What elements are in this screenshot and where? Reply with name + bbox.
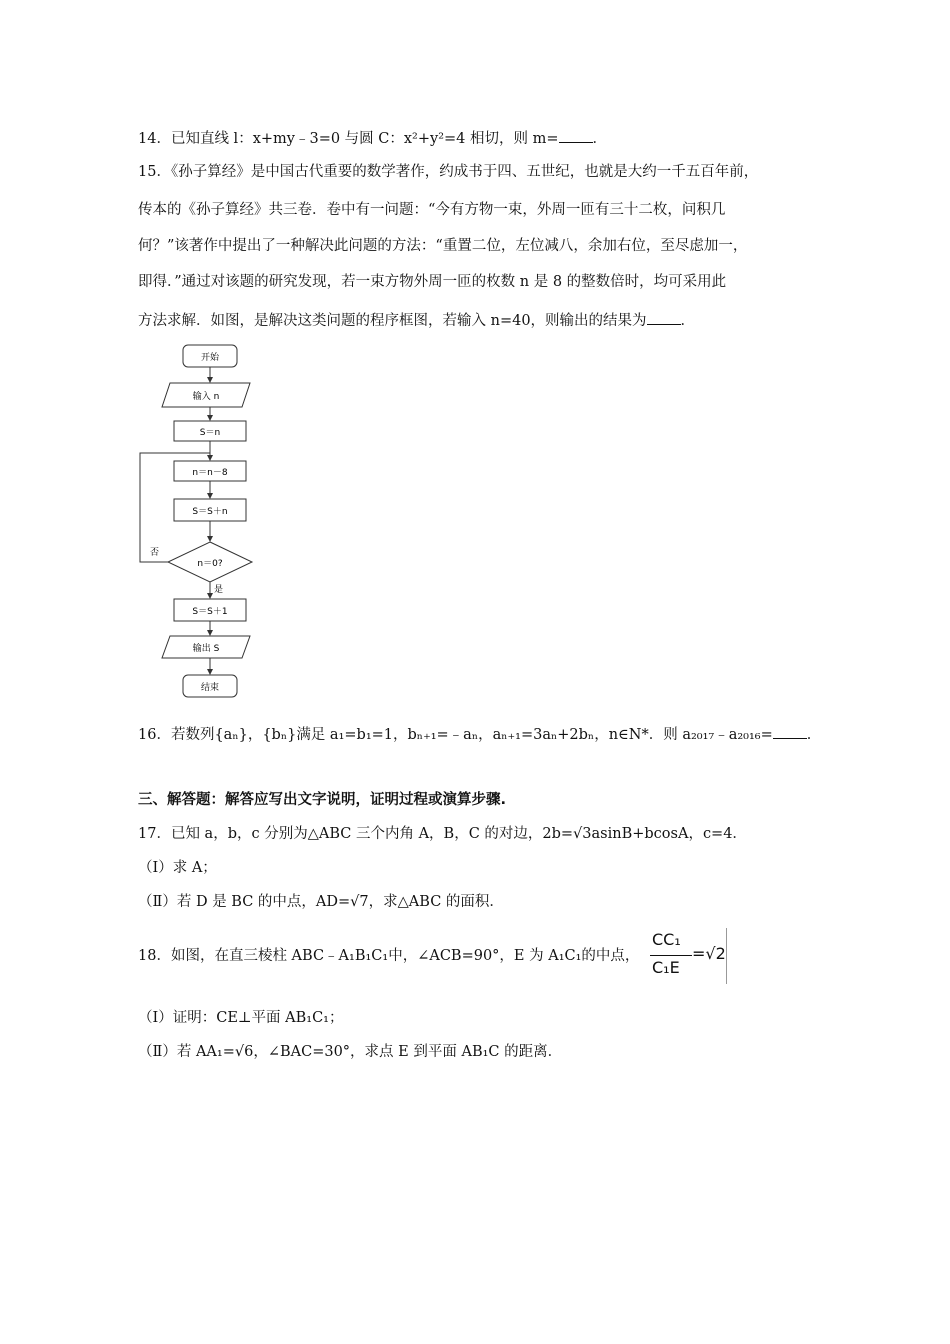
program-flowchart <box>136 340 266 702</box>
q15-line-4: 即得．”通过对该题的研究发现，若一束方物外周一匝的枚数 n 是 8 的整数倍时，均可采用此 <box>138 274 727 290</box>
q14-tail: ． <box>592 131 608 147</box>
question-16 <box>138 724 821 745</box>
yes-label: 是 <box>214 585 224 595</box>
answer-blank <box>559 128 593 143</box>
q15-last: 方法求解．如图，是解决这类问题的程序框图，若输入 n=40，则输出的结果为 <box>138 313 647 329</box>
q16-tail: ． <box>806 727 822 743</box>
q17-part-2: （Ⅱ）若 D 是 BC 的中点，AD=√7，求△ABC 的面积． <box>138 894 504 910</box>
s-update-label: S＝S＋n <box>192 507 228 517</box>
q15-line-5 <box>138 310 695 331</box>
q17-part-1: （Ⅰ）求 A； <box>138 860 217 876</box>
q18-part-2: （Ⅱ）若 AA₁=√6，∠BAC=30°，求点 E 到平面 AB₁C 的距离． <box>138 1044 563 1060</box>
q15-tail: ． <box>680 313 696 329</box>
q17-text: 17．已知 a，b，c 分别为△ABC 三个内角 A，B，C 的对边，2b=√3asinB+bcosA，c=4． <box>138 826 747 842</box>
start-label: 开始 <box>200 353 220 363</box>
answer-blank <box>773 724 807 739</box>
q14-text: 14．已知直线 l：x+my﹣3=0 与圆 C：x²+y²=4 相切，则 m= <box>138 131 559 147</box>
n-update-label: n＝n－8 <box>192 468 228 478</box>
s-init-label: S＝n <box>199 428 221 438</box>
ratio-fraction <box>650 928 730 984</box>
answer-blank <box>647 310 681 325</box>
fraction-bar <box>650 955 692 956</box>
fraction-denominator: C₁E <box>652 958 680 977</box>
section-3-heading: 三、解答题：解答应写出文字说明，证明过程或演算步骤. <box>138 792 507 808</box>
q15-line-3: 何？”该著作中提出了一种解决此问题的方法：“重置二位，左位减八，余加右位，至尽虑加一， <box>138 238 748 254</box>
no-label: 否 <box>150 548 160 558</box>
q18-part-1: （Ⅰ）证明：CE⊥平面 AB₁C₁； <box>138 1010 344 1026</box>
output-label: 输出 S <box>192 644 220 654</box>
fraction-numerator: CC₁ <box>652 930 681 949</box>
decision-label: n＝0? <box>197 559 223 569</box>
end-label: 结束 <box>200 683 220 693</box>
question-14 <box>138 128 607 149</box>
q15-line-1: 15．《孙子算经》是中国古代重要的数学著作，约成书于四、五世纪，也就是大约一千五百年前， <box>138 164 759 180</box>
q18-text: 18．如图，在直三棱柱 ABC﹣A₁B₁C₁中，∠ACB=90°，E 为 A₁C₁的中点， <box>138 948 640 964</box>
s-final-label: S＝S＋1 <box>192 607 228 617</box>
image-edge <box>726 928 727 984</box>
fraction-value: =√2 <box>692 944 726 963</box>
q15-line-2: 传本的《孙子算经》共三卷．卷中有一问题：“今有方物一束，外周一匝有三十二枚，问积几 <box>138 202 726 218</box>
q16-text: 16．若数列{aₙ}，{bₙ}满足 a₁=b₁=1，bₙ₊₁=﹣aₙ，aₙ₊₁=3aₙ+2bₙ，n∈N*．则 a₂₀₁₇﹣a₂₀₁₆= <box>138 727 773 743</box>
input-label: 输入 n <box>192 392 220 402</box>
